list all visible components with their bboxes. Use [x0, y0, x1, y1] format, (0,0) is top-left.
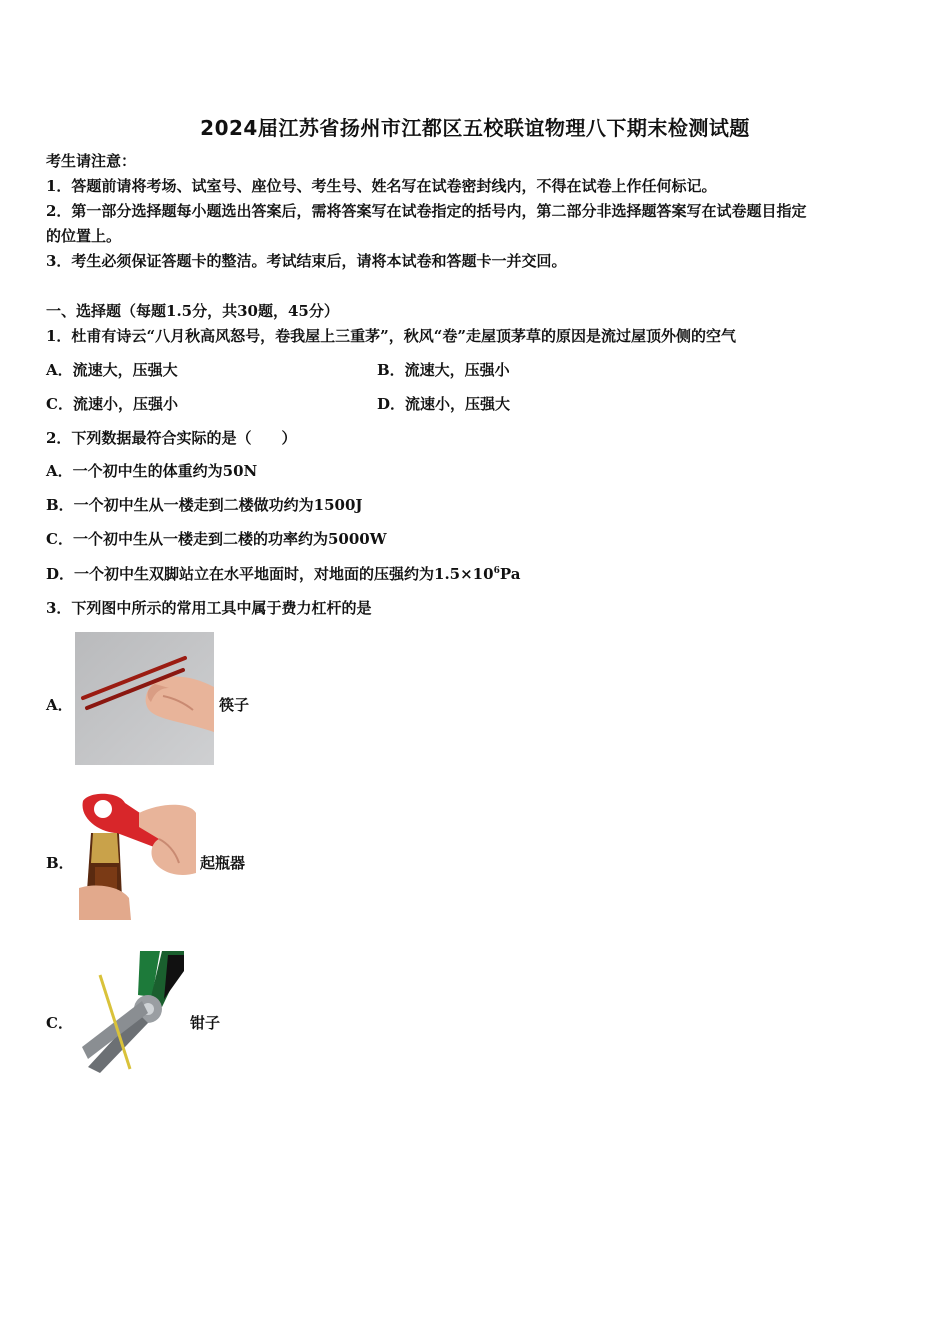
question-2-option-d-unit: Pa: [499, 565, 521, 583]
notice-item-1: 1．答题前请将考场、试室号、座位号、考生号、姓名写在试卷密封线内，不得在试卷上作任何标记。: [46, 177, 717, 195]
chopsticks-icon: [75, 632, 214, 765]
question-2-option-d: [46, 564, 520, 584]
chopsticks-image: [75, 632, 214, 765]
page-title: 2024届江苏省扬州市江都区五校联谊物理八下期末检测试题: [200, 116, 750, 140]
question-3-option-c-label: 钳子: [190, 1014, 221, 1032]
question-1-option-a: A．流速大，压强大: [46, 361, 178, 379]
bottle-opener-image: [79, 793, 196, 920]
section-heading: 一、选择题（每题1.5分，共30题，45分）: [46, 302, 339, 320]
question-3-option-a-letter: A．: [46, 696, 73, 714]
question-1-stem: 1．杜甫有诗云“八月秋高风怒号，卷我屋上三重茅”，秋风“卷”走屋顶茅草的原因是流过屋顶外侧的空气: [46, 327, 736, 345]
notice-item-2: 2．第一部分选择题每小题选出答案后，需将答案写在试卷指定的括号内，第二部分非选择题答案写在试卷题目指定: [46, 202, 807, 220]
bottle-opener-icon: [79, 793, 196, 920]
pliers-icon: [78, 951, 186, 1074]
notice-item-2-cont: 的位置上。: [46, 227, 122, 245]
question-2-option-b: B．一个初中生从一楼走到二楼做功约为1500J: [46, 496, 363, 514]
question-1-option-d: D．流速小，压强大: [377, 395, 511, 413]
question-2-option-d-exponent: 6: [493, 566, 500, 576]
question-2-option-a: A．一个初中生的体重约为50N: [46, 462, 258, 480]
notice-heading: 考生请注意：: [46, 152, 137, 170]
question-3-option-c-letter: C．: [46, 1014, 73, 1032]
notice-item-3: 3．考生必须保证答题卡的整洁。考试结束后，请将本试卷和答题卡一并交回。: [46, 252, 567, 270]
question-2-stem: 2．下列数据最符合实际的是（ ）: [46, 429, 297, 447]
question-2-option-c: C．一个初中生从一楼走到二楼的功率约为5000W: [46, 530, 387, 548]
question-3-option-b-label: 起瓶器: [200, 854, 246, 872]
question-1-option-b: B．流速大，压强小: [377, 361, 510, 379]
question-3-stem: 3．下列图中所示的常用工具中属于费力杠杆的是: [46, 599, 372, 617]
question-3-option-b-letter: B．: [46, 854, 74, 872]
question-2-option-d-text: D．一个初中生双脚站立在水平地面时，对地面的压强约为1.5×10: [46, 565, 494, 583]
question-3-option-a-label: 筷子: [219, 696, 250, 714]
question-1-option-c: C．流速小，压强小: [46, 395, 178, 413]
pliers-image: [78, 951, 186, 1074]
